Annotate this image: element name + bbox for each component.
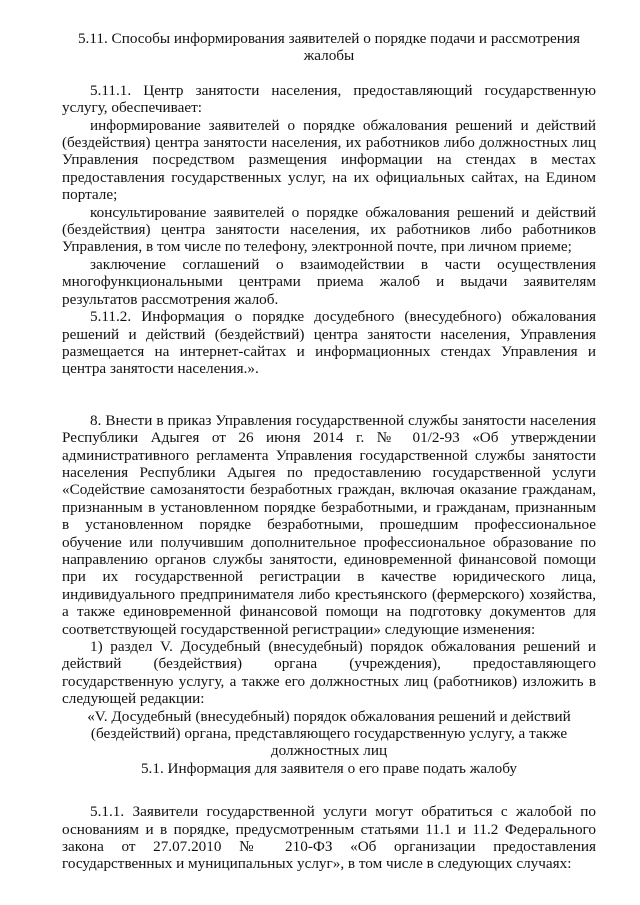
paragraph-5-11-2: 5.11.2. Информация о порядке досудебного (внесудебного) обжалования решений и действий (бездействий) центра занятости населения, Управления размещается на интернет-сайтах и информационных стендах Управления и центра занятости населения.».: [62, 308, 596, 378]
paragraph-5-1-1: 5.1.1. Заявители государственной услуги могут обратиться с жалобой по основаниям и в порядке, предусмотренным статьями 11.1 и 11.2 Федерального закона от 27.07.2010 № 210-ФЗ «Об организации предоставления государственных и муниципальных услуг», в том числе в следующих случаях:: [62, 803, 596, 873]
paragraph-5-11-1-intro: 5.11.1. Центр занятости населения, предоставляющий государственную услугу, обеспечивает:: [62, 81, 596, 117]
subsection-5-1-heading: 5.1. Информация для заявителя о его праве подать жалобу: [140, 759, 518, 777]
document-page: [62, 30, 596, 873]
paragraph-inform: информирование заявителей о порядке обжалования решений и действий (бездействия) центра занятости населения, их работников либо должностных лиц Управления посредством размещения информации на стендах в местах предоставления государственных услуг, на их официальных сайтах, на Едином портале;: [62, 116, 596, 204]
section-heading: 5.11. Способы информирования заявителей о порядке подачи и рассмотрения жалобы: [77, 30, 581, 65]
paragraph-agreements: заключение соглашений о взаимодействии в части осуществления многофункциональными центрами приема жалоб и выдачи заявителям результатов рассмотрения жалоб.: [62, 255, 596, 308]
paragraph-consult: консультирование заявителей о порядке обжалования решений и действий (бездействия) центра занятости населения, их работников либо работников Управления, в том числе по телефону, электронной почте, при личном приеме;: [62, 203, 596, 256]
section-v-title: «V. Досудебный (внесудебный) порядок обжалования решений и действий (бездействий) органа, представляющего государственную услугу, а также должностных лиц: [87, 707, 571, 760]
paragraph-item-8: 8. Внести в приказ Управления государственной службы занятости населения Республики Адыгея от 26 июня 2014 г. № 01/2-93 «Об утверждении административного регламента Управления государственной службы занятости населения Республики Адыгея по предоставлению государственной услуги «Содействие самозанятости безработных граждан, включая оказание гражданам, признанным в установленном порядке безработными, и гражданам, признанным в установленном порядке безработными, прошедшим профессиональное обучение или получившим дополнительное профессиональное образование по направлению органов службы занятости, единовременной финансовой помощи при их государственной регистрации в качестве юридического лица, индивидуального предпринимателя либо крестьянского (фермерского) хозяйства, а также единовременной финансовой помощи на подготовку документов для соответствующей государственной регистрации» следующие изменения:: [62, 411, 596, 638]
paragraph-item-8-1: 1) раздел V. Досудебный (внесудебный) порядок обжалования решений и действий (бездействия) органа (учреждения), предоставляющего государственную услугу, а также его должностных лиц (работников) изложить в следующей редакции:: [62, 638, 596, 708]
